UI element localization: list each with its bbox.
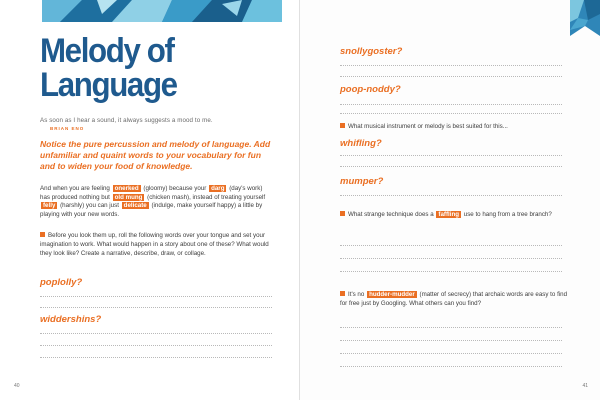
prompt-archaic-words	[340, 290, 570, 308]
writing-line[interactable]	[40, 307, 272, 308]
writing-line[interactable]	[340, 353, 562, 354]
top-decorative-art	[42, 0, 282, 22]
body-paragraph	[40, 185, 272, 219]
writing-line[interactable]	[340, 195, 562, 196]
epigraph-author: BRIAN ENO	[50, 126, 85, 131]
square-bullet-icon	[340, 123, 345, 128]
highlighted-word: onerked	[114, 185, 139, 192]
writing-line[interactable]	[340, 327, 562, 328]
right-page	[300, 0, 600, 400]
prompt-text: What strange technique does a	[348, 211, 434, 218]
writing-line[interactable]	[40, 345, 272, 346]
highlighted-word: old mung	[114, 193, 143, 201]
prompt-text: use to hang from a tree branch?	[463, 211, 552, 218]
body-text-segment: (day's work) has produced nothing but	[40, 185, 263, 201]
prompt-text: (matter of secrecy) that archaic words are easy to find for free just by Googling. What others can you find?	[340, 291, 568, 307]
vocab-word-whifling: whifling?	[340, 138, 382, 149]
writing-line[interactable]	[340, 76, 562, 77]
writing-line[interactable]	[340, 155, 562, 156]
writing-line[interactable]	[40, 357, 272, 358]
epigraph-quote: As soon as I hear a sound, it always suggests a mood to me.	[40, 117, 213, 124]
body-text-segment: And when you are feeling	[40, 185, 110, 192]
body-text-segment: (gloomy) because your	[143, 185, 207, 192]
prompt-technique	[340, 210, 570, 219]
writing-line[interactable]	[40, 296, 272, 297]
highlighted-word: darg	[211, 185, 225, 192]
page-number-left: 40	[14, 383, 20, 389]
square-bullet-icon	[340, 291, 345, 296]
vocab-word-poplolly: poplolly?	[40, 277, 83, 288]
title-line-1: Melody of	[40, 32, 174, 70]
page-title	[40, 34, 270, 102]
body-text-segment: (indulge, make yourself happy) a little by playing with your new words.	[40, 202, 263, 218]
prompt-instrument	[340, 122, 570, 131]
vocab-word-mumper: mumper?	[340, 176, 384, 187]
writing-line[interactable]	[340, 245, 562, 246]
vocab-word-snollygoster: snollygoster?	[340, 46, 403, 57]
square-bullet-icon	[40, 232, 45, 237]
writing-line[interactable]	[340, 340, 562, 341]
prompt-text: What musical instrument or melody is best suited for this...	[348, 123, 508, 130]
writing-line[interactable]	[340, 65, 562, 66]
square-bullet-icon	[340, 211, 345, 216]
prompt-instructions	[40, 231, 272, 258]
writing-line[interactable]	[340, 104, 562, 105]
intro-heading: Notice the pure percussion and melody of language. Add unfamiliar and quaint words to your vocabulary for fun and to widen your food of knowledge.	[40, 139, 271, 171]
prompt-text: Before you look them up, roll the following words over your tongue and set your imagination to work. What would happen in a story about one of these? What would they look like? Create a narrative, describe, draw, or collage.	[40, 232, 269, 257]
highlighted-word: faffling	[438, 211, 460, 218]
body-text-segment: (chicken mash), instead of treating yourself	[147, 193, 266, 201]
corner-decorative-tab	[570, 0, 600, 36]
highlighted-word: hudder-mudder	[369, 291, 415, 298]
body-text-segment: (harshly) you can just	[60, 202, 119, 209]
page-number-right: 41	[582, 383, 588, 389]
writing-line[interactable]	[340, 166, 562, 167]
title-line-2: Language	[40, 66, 177, 104]
vocab-word-poop-noddy: poop-noddy?	[340, 84, 401, 95]
highlighted-word: felly	[43, 202, 56, 209]
highlighted-word: delicate	[123, 202, 147, 209]
writing-line[interactable]	[340, 366, 562, 367]
prompt-text: It's no	[348, 291, 365, 298]
writing-line[interactable]	[340, 271, 562, 272]
vocab-word-widdershins: widdershins?	[40, 314, 102, 325]
writing-line[interactable]	[40, 333, 272, 334]
writing-line[interactable]	[340, 113, 562, 114]
writing-line[interactable]	[340, 258, 562, 259]
